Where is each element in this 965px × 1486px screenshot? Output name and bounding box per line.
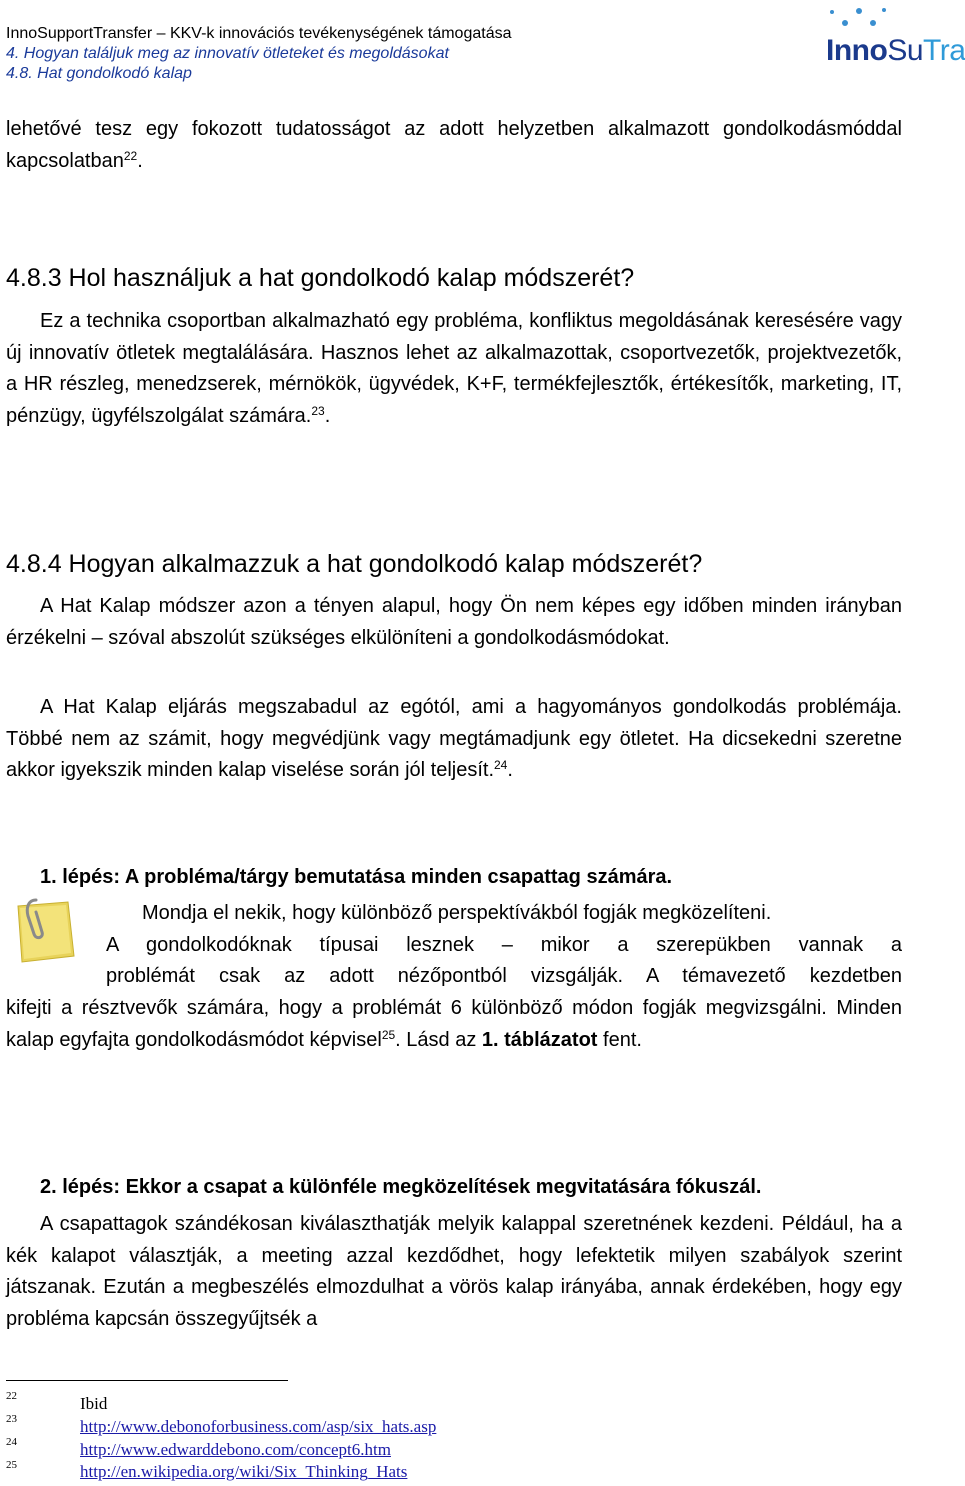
footnote-number: 25 (6, 1459, 17, 1471)
running-header (6, 24, 606, 84)
paragraph-continuation: lehetővé tesz egy fokozott tudatosságot az adott helyzetben alkalmazott gondolkodásmóddal kapcsolatban$^{22}$. (6, 118, 902, 172)
footnote-number: 22 (6, 1390, 17, 1402)
footnote-ref-25[interactable]: 25 (381, 1027, 396, 1042)
footnote-text: Ibid (80, 1394, 108, 1413)
heading-4-8-4: 4.8.4 Hogyan alkalmazzuk a hat gondolkodó kalap módszerét? (6, 550, 703, 578)
table-reference: 1. táblázatot (481, 1028, 598, 1051)
logo-text-tra: Tra (923, 34, 965, 67)
footnote-link[interactable]: http://www.debonoforbusiness.com/asp/six_hats.asp (80, 1417, 437, 1436)
step-1-heading: 1. lépés: A probléma/tárgy bemutatása minden csapattag számára. (40, 866, 673, 888)
logo-text-inno: Inno (826, 34, 888, 67)
footnote-separator (6, 1380, 288, 1381)
step-1-intro: Mondja el nekik, hogy különböző perspektívákból fogják megközelíteni. A gondolkodóknak típusai lesznek – mikor a szerepükben vannak a problémát csak az adott nézőpontból vizsgálják. A témavezető kezdetben (106, 902, 902, 987)
footnote-ref-24[interactable]: 24 (494, 757, 508, 772)
heading-4-8-3: 4.8.3 Hol használjuk a hat gondolkodó kalap módszerét? (6, 264, 635, 292)
footnote-link[interactable]: http://www.edwarddebono.com/concept6.htm (80, 1440, 391, 1459)
paragraph-step-2: A csapattagok szándékosan kiválaszthatják melyik kalappal szeretnének kezdeni. Például, ha a kék kalapot választják, a meeting azzal kezdődhet, hogy lefektetik milyen szabályok szerint játszanak. Ezután a megbeszélés elmozdulhat a vörös kalap irányába, annak érdekében, hogy egy probléma kapcsán összegyűjtsék a (6, 1213, 902, 1330)
logo-text-su: Su (887, 34, 924, 67)
footnote-ref-22[interactable]: 22 (123, 148, 138, 163)
step-2-heading: 2. lépés: Ekkor a csapat a különféle megközelítések megvitatására fókuszál. (40, 1176, 762, 1198)
header-publication-title: InnoSupportTransfer – KKV-k innovációs tevékenységének támogatása (6, 25, 512, 42)
header-section: 4.8. Hat gondolkodó kalap (6, 65, 192, 82)
paragraph-six-hats-basis: A Hat Kalap módszer azon a tényen alapul, hogy Ön nem képes egy időben minden irányban érzékelni – szóval abszolút szükséges elkülöníteni a gondolkodásmódokat. (6, 595, 902, 649)
footnote-number: 24 (6, 1436, 17, 1448)
innosutra-logo (826, 6, 965, 70)
header-chapter: 4. Hogyan találjuk meg az innovatív ötleteket és megoldásokat (6, 45, 449, 62)
footnote-ref-23[interactable]: 23 (311, 403, 325, 418)
footnote-number: 23 (6, 1413, 17, 1425)
footnote-link[interactable]: http://en.wikipedia.org/wiki/Six_Thinking_Hats (80, 1462, 408, 1481)
note-clip-icon (14, 898, 78, 966)
step-1-body: kifejti a résztvevők számára, hogy a problémát 6 különböző módon fogják megvizsgálni. Minden kalap egyfajta gondolkodásmódot képvisel$^{25}$. Lásd az 1. táblázatot fent. (6, 997, 902, 1051)
paragraph-where-to-use: Ez a technika csoportban alkalmazható egy probléma, konfliktus megoldásának keresésére vagy új innovatív ötletek megtalálására. Hasznos lehet az alkalmazottak, csoportvezetők, projektvezetők, a HR részleg, menedzserek, mérnökök, ügyvédek, K+F, termékfejlesztők, értékesítők, marketing, IT, pénzügy, ügyfélszolgálat számára.$^{23}$. (6, 310, 902, 427)
paragraph-ego: A Hat Kalap eljárás megszabadul az egótól, ami a hagyományos gondolkodás problémája. Többé nem az számit, hogy megvédjünk vagy megtámadjunk egy ötletet. Ha dicsekedni szeretne akkor igyekszik minden kalap viselése során jól teljesít.$^{24}$. (6, 696, 902, 781)
